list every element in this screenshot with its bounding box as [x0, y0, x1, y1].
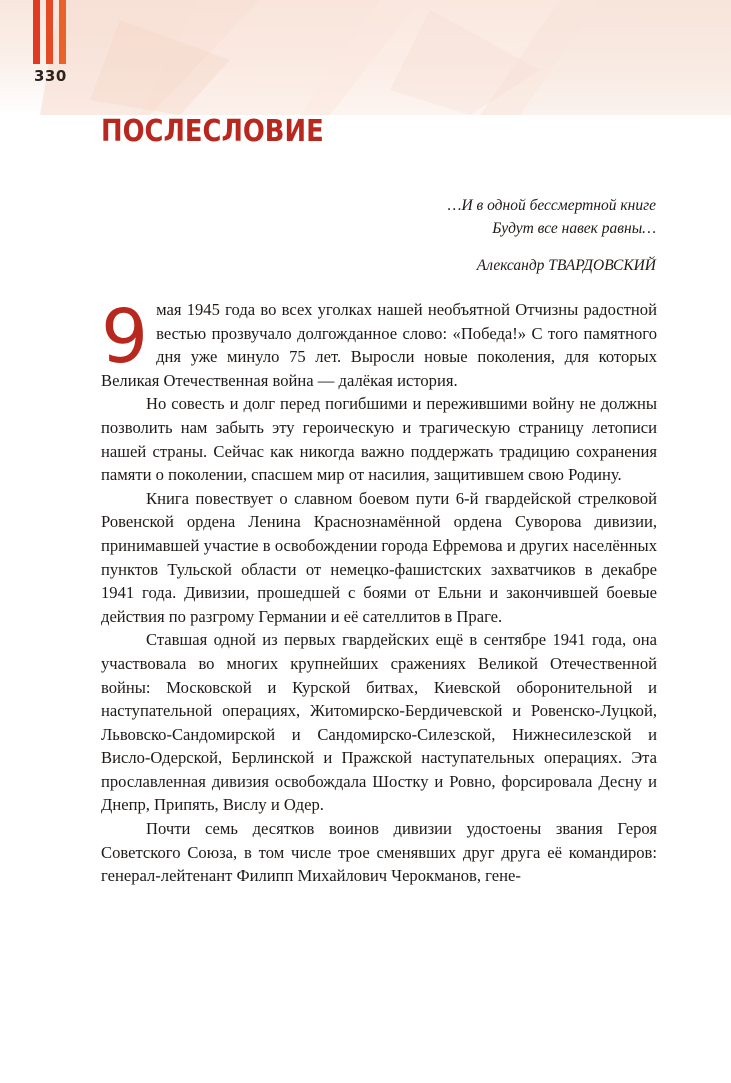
paragraph	[101, 294, 657, 392]
page-number: 330	[34, 67, 67, 85]
paragraph: Но совесть и долг перед погибшими и пережившими войну не должны позволить нам забыть эту героическую и трагическую страницу летописи нашей страны. Сейчас как никогда важно поддержать традицию сохранения памяти о поколении, спасшем мир от насилия, защитившем свою Родину.	[101, 394, 657, 485]
epigraph-line: …И в одной бессмертной книге	[447, 197, 656, 214]
red-stripe-3	[59, 0, 66, 64]
red-stripe-1	[33, 0, 40, 64]
paragraph: Книга повествует о славном боевом пути 6-й гвардейской стрелковой Ровенской ордена Ленина Краснознамённой ордена Суворова дивизии, принимавшей участие в освобождении города Ефремова и других населённых пунктов Тульской области от немецко-фашистских захватчиков в декабре 1941 года. Дивизии, прошедшей с боями от Ельни и закончившей боевые действия по разгрому Германии и её сателлитов в Праге.	[101, 488, 657, 626]
body-text	[101, 294, 657, 888]
epigraph-author: Александр ТВАРДОВСКИЙ	[476, 257, 656, 274]
paragraph-text: мая 1945 года во всех уголках нашей необъятной Отчизны радостной вестью прозвучало долгожданное слово: «Победа!» С того памятного дня уже минуло 75 лет. Выросли новые поколения, для которых Великая Отечественная война — далёкая история.	[101, 300, 657, 390]
red-stripe-2	[46, 0, 53, 64]
header-decoration	[0, 0, 731, 115]
paragraph: Ставшая одной из первых гвардейских ещё в сентябре 1941 года, она участвовала во многих крупнейших сражениях Великой Отечественной войны: Московской и Курской битвах, Киевской оборонительной и наступательной операциях, Житомирско-Бердичевской и Ровенско-Луцкой, Львовско-Сандомирской и Сандомирско-Силезской, Нижнесилезской и Висло-Одерской, Берлинской и Пражской наступательных операциях. Эта прославленная дивизия освобождала Шостку и Ровно, форсировала Десну и Днепр, Припять, Вислу и Одер.	[101, 630, 657, 815]
epigraph-line: Будут все навек равны…	[492, 220, 656, 237]
header-pattern	[0, 0, 731, 115]
epigraph	[448, 194, 656, 277]
paragraph: Почти семь десятков воинов дивизии удостоены звания Героя Советского Союза, в том числе трое сменявших друг друга её командиров: генерал-лейтенант Филипп Михайлович Черокманов, гене-	[101, 819, 657, 886]
page-title: ПОСЛЕСЛОВИЕ	[101, 114, 324, 149]
drop-cap: 9	[101, 294, 149, 380]
